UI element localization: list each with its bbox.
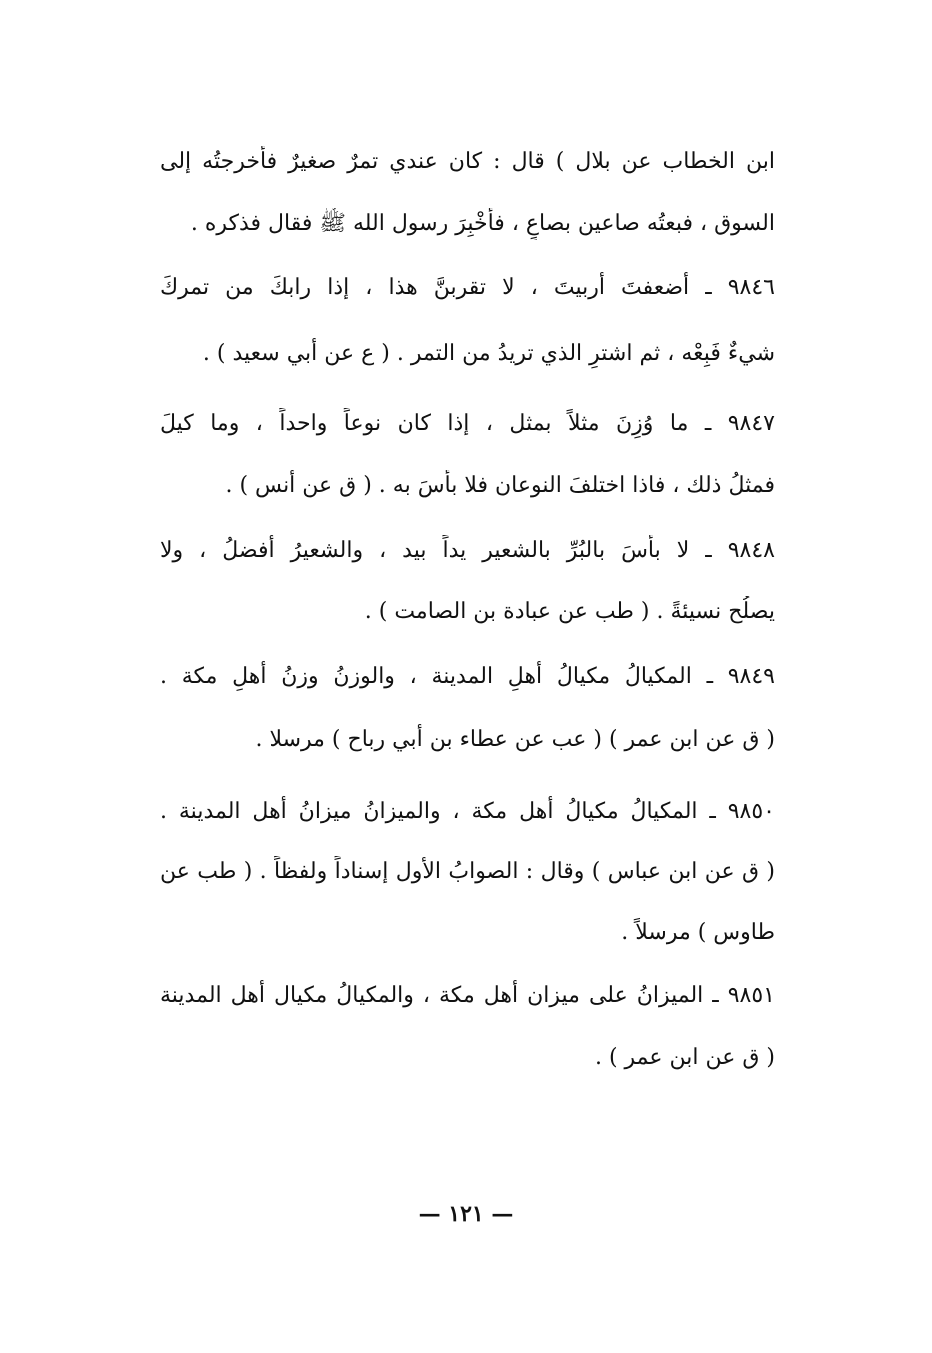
hadith-9846-line: شيءٌ فَبِعْه ، ثم اشترِ الذي تريدُ من التمر . ( ع عن أبي سعيد ) . bbox=[202, 341, 775, 366]
hadith-9847-line: ٩٨٤٧ ـ ما وُزِنَ مثلاً بمثل ، إذا كان نوعاً واحداً ، وما كيلَ bbox=[160, 411, 775, 436]
hadith-9850-line: ٩٨٥٠ ـ المكيالُ مكيالُ أهل مكة ، والميزانُ ميزانُ أهل المدينة . bbox=[160, 799, 775, 824]
hadith-9846-line: ٩٨٤٦ ـ أضعفتَ أربيتَ ، لا تقربنَّ هذا ، إذا رابكَ من تمركَ bbox=[160, 275, 775, 300]
hadith-9849-line: ( ق عن ابن عمر ) ( عب عن عطاء بن أبي رباح ) مرسلا . bbox=[255, 727, 775, 752]
hadith-9847-line: فمثلُ ذلك ، فاذا اختلفَ النوعان فلا بأسَ به . ( ق عن أنس ) . bbox=[225, 473, 775, 498]
text-line: السوق ، فبعتُه صاعين بصاعٍ ، فأخْبِرَ رسول الله ﷺ فقال فذكره . bbox=[190, 211, 775, 236]
hadith-9850-line: طاوس ) مرسلاً . bbox=[621, 920, 775, 945]
hadith-9848-line: ٩٨٤٨ ـ لا بأسَ بالبُرِّ بالشعير يداً بيد ، والشعيرُ أفضلُ ، ولا bbox=[160, 538, 775, 563]
page-number: — ١٢١ — bbox=[418, 1201, 514, 1227]
text-line: ابن الخطاب عن بلال ) قال : كان عندي تمرٌ صغيرٌ فأخرجتُه إلى bbox=[160, 149, 775, 174]
hadith-9851-line: ٩٨٥١ ـ الميزانُ على ميزان أهل مكة ، والمكيالُ مكيال أهل المدينة bbox=[160, 983, 775, 1008]
hadith-9851-line: ( ق عن ابن عمر ) . bbox=[594, 1045, 775, 1070]
hadith-9848-line: يصلُح نسيئةً . ( طب عن عبادة بن الصامت ) . bbox=[364, 599, 775, 624]
hadith-9849-line: ٩٨٤٩ ـ المكيالُ مكيالُ أهلِ المدينة ، والوزنُ وزنُ أهلِ مكة . bbox=[160, 664, 775, 689]
hadith-9850-line: ( ق عن ابن عباس ) وقال : الصوابُ الأول إسناداً ولفظاً . ( طب عن bbox=[160, 859, 775, 884]
